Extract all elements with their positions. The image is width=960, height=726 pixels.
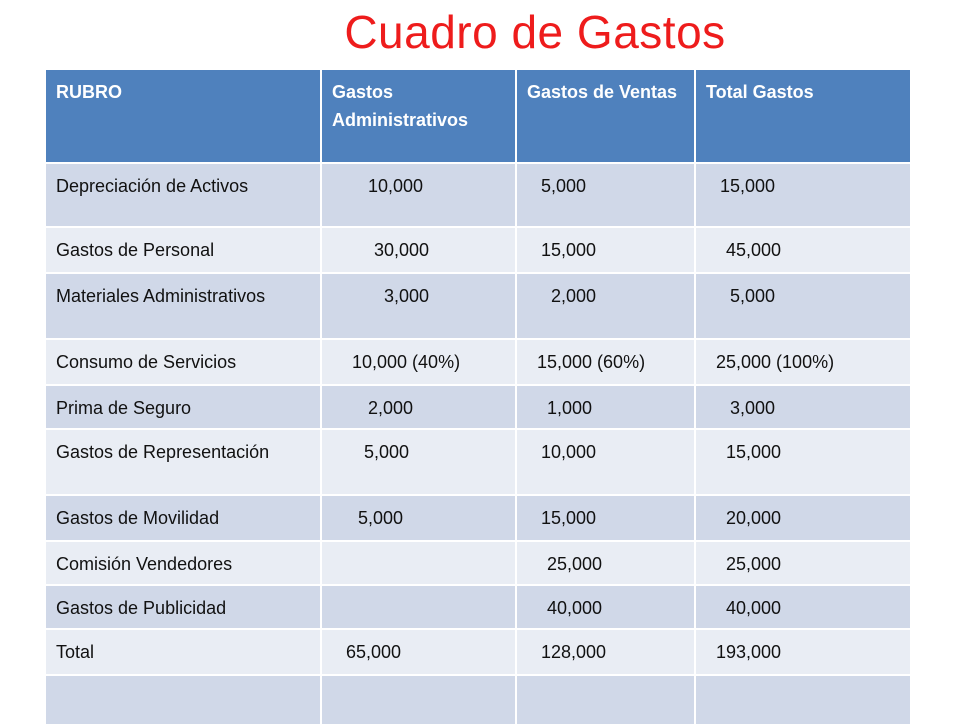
cell-admin: 2,000 — [321, 385, 516, 429]
table-row — [45, 163, 911, 227]
table-row — [45, 339, 911, 385]
cell-admin: 5,000 — [321, 429, 516, 495]
cell-ventas: 15,000 (60%) — [516, 339, 695, 385]
cell-ventas: 128,000 — [516, 629, 695, 675]
table-row — [45, 585, 911, 629]
cell-total: 15,000 — [695, 163, 911, 227]
cell-rubro: Gastos de Representación — [45, 429, 321, 495]
cell-admin: 10,000 (40%) — [321, 339, 516, 385]
cell-admin — [321, 585, 516, 629]
cell-rubro: Consumo de Servicios — [45, 339, 321, 385]
slide-title: Cuadro de Gastos — [344, 6, 726, 58]
cell-ventas: 2,000 — [516, 273, 695, 339]
cell-admin: 10,000 — [321, 163, 516, 227]
cell-total: 3,000 — [695, 385, 911, 429]
cell-total: 40,000 — [695, 585, 911, 629]
cell-ventas: 10,000 — [516, 429, 695, 495]
cell-admin: 5,000 — [321, 495, 516, 541]
header-gastos-ventas: Gastos de Ventas — [516, 69, 695, 163]
table-row — [45, 227, 911, 273]
cell-rubro: Gastos de Publicidad — [45, 585, 321, 629]
cell-ventas: 15,000 — [516, 227, 695, 273]
table-row — [45, 629, 911, 675]
cell-ventas: 5,000 — [516, 163, 695, 227]
table-row — [45, 675, 911, 725]
cell-rubro: Materiales Administrativos — [45, 273, 321, 339]
cell-total — [695, 675, 911, 725]
cell-ventas: 25,000 — [516, 541, 695, 585]
cell-admin: 30,000 — [321, 227, 516, 273]
cell-rubro — [45, 675, 321, 725]
header-total-gastos: Total Gastos — [695, 69, 911, 163]
cell-ventas: 15,000 — [516, 495, 695, 541]
cell-total: 15,000 — [695, 429, 911, 495]
table-row — [45, 429, 911, 495]
table-header-row — [45, 69, 911, 163]
cell-rubro: Gastos de Personal — [45, 227, 321, 273]
cell-rubro: Total — [45, 629, 321, 675]
table-row — [45, 385, 911, 429]
cell-total: 5,000 — [695, 273, 911, 339]
cell-admin — [321, 675, 516, 725]
cell-total: 25,000 (100%) — [695, 339, 911, 385]
cell-admin: 3,000 — [321, 273, 516, 339]
table-row — [45, 273, 911, 339]
cell-total: 25,000 — [695, 541, 911, 585]
expense-table — [44, 68, 912, 726]
cell-admin: 65,000 — [321, 629, 516, 675]
cell-total: 45,000 — [695, 227, 911, 273]
cell-rubro: Comisión Vendedores — [45, 541, 321, 585]
cell-ventas — [516, 675, 695, 725]
cell-rubro: Depreciación de Activos — [45, 163, 321, 227]
table-row — [45, 495, 911, 541]
cell-total: 193,000 — [695, 629, 911, 675]
cell-total: 20,000 — [695, 495, 911, 541]
cell-rubro: Gastos de Movilidad — [45, 495, 321, 541]
header-rubro: RUBRO — [45, 69, 321, 163]
cell-ventas: 1,000 — [516, 385, 695, 429]
header-gastos-administrativos: Gastos Administrativos — [321, 69, 516, 163]
cell-admin — [321, 541, 516, 585]
cell-rubro: Prima de Seguro — [45, 385, 321, 429]
table-row — [45, 541, 911, 585]
cell-ventas: 40,000 — [516, 585, 695, 629]
